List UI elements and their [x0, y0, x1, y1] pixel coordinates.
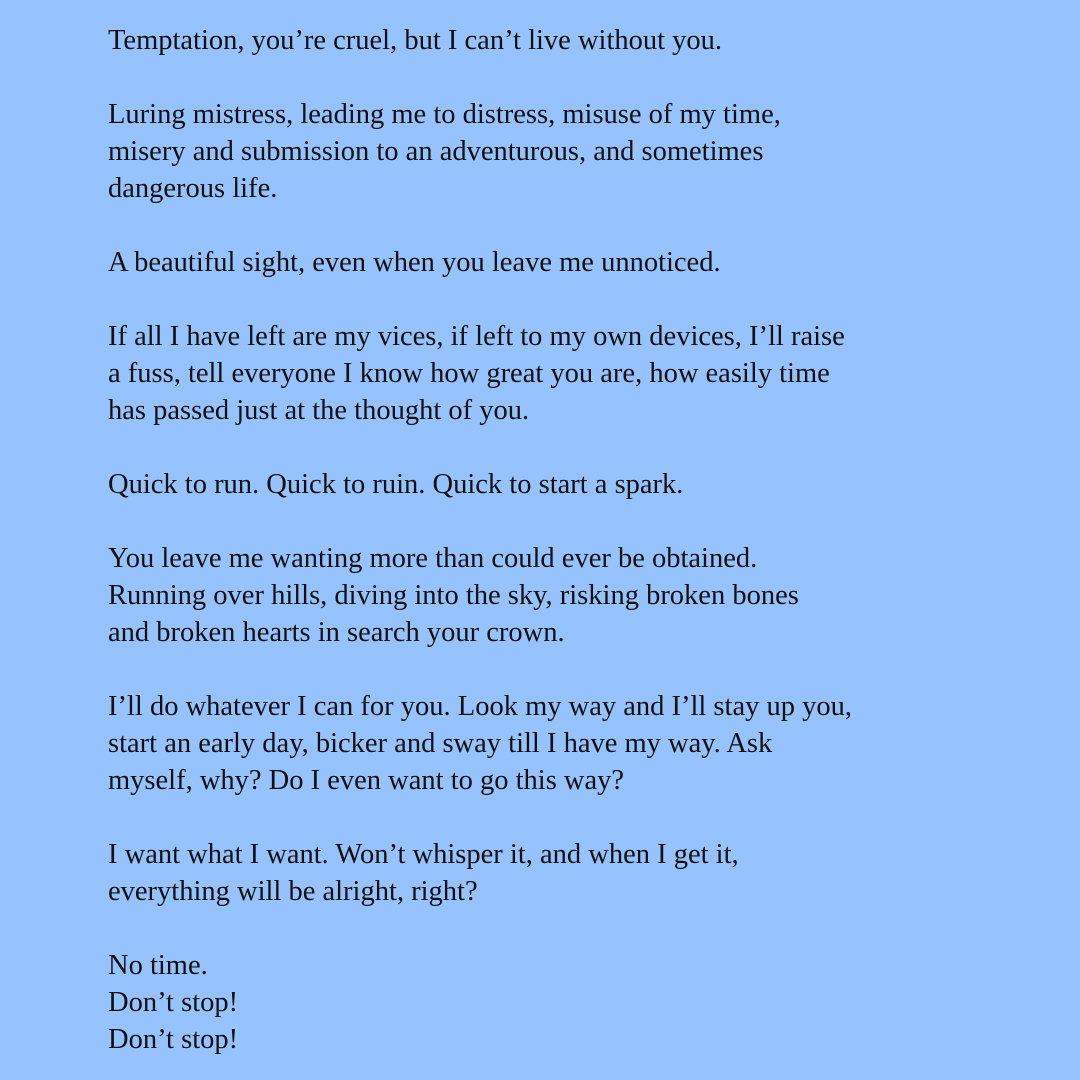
poem-line: If all I have left are my vices, if left to my own devices, I’ll raise	[108, 321, 845, 352]
poem-line: has passed just at the thought of you.	[108, 395, 530, 426]
stanza-3	[108, 244, 980, 281]
poem-line: Don’t stop!	[108, 987, 239, 1018]
poem-line: No time.	[108, 950, 208, 981]
poem-line: and broken hearts in search your crown.	[108, 617, 565, 648]
poem-line: everything will be alright, right?	[108, 876, 478, 907]
poem-line: dangerous life.	[108, 173, 278, 204]
poem-text	[108, 22, 980, 1058]
poem-line: myself, why? Do I even want to go this way?	[108, 765, 625, 796]
stanza-7	[108, 688, 980, 799]
poem-line: A beautiful sight, even when you leave me unnoticed.	[108, 247, 721, 278]
poem-line: start an early day, bicker and sway till I have my way. Ask	[108, 728, 773, 759]
stanza-1	[108, 22, 980, 59]
stanza-2	[108, 96, 980, 207]
poem-line: Quick to run. Quick to ruin. Quick to start a spark.	[108, 469, 684, 500]
poem-line: misery and submission to an adventurous, and sometimes	[108, 136, 764, 167]
poem-line: Temptation, you’re cruel, but I can’t live without you.	[108, 25, 723, 56]
poem-line: a fuss, tell everyone I know how great you are, how easily time	[108, 358, 830, 389]
stanza-6	[108, 540, 980, 651]
stanza-4	[108, 318, 980, 429]
poem-line: Luring mistress, leading me to distress, misuse of my time,	[108, 99, 781, 130]
stanza-5	[108, 466, 980, 503]
poem-line: I want what I want. Won’t whisper it, and when I get it,	[108, 839, 739, 870]
poem-line: Running over hills, diving into the sky, risking broken bones	[108, 580, 799, 611]
stanza-9	[108, 947, 980, 1058]
poem-line: Don’t stop!	[108, 1024, 239, 1055]
stanza-8	[108, 836, 980, 910]
poem-line: You leave me wanting more than could ever be obtained.	[108, 543, 758, 574]
poem-line: I’ll do whatever I can for you. Look my way and I’ll stay up you,	[108, 691, 852, 722]
